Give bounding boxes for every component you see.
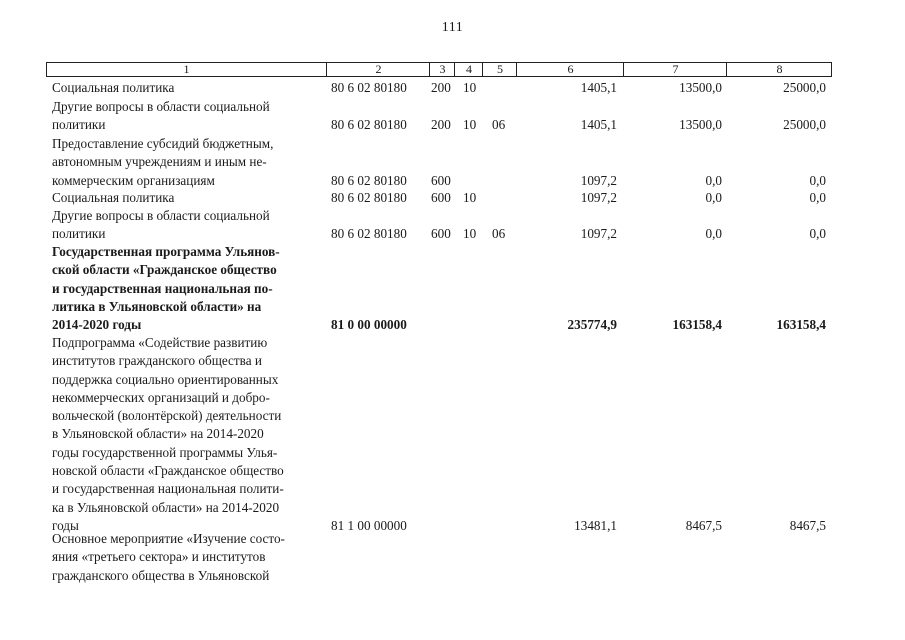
row-subsection: 06 — [492, 117, 506, 133]
row-section: 10 — [463, 80, 477, 95]
row-name-line: Предоставление субсидий бюджетным, — [52, 136, 274, 151]
row-value-col7: 8467,5 — [685, 518, 722, 533]
row-value-col7: 13500,0 — [679, 80, 722, 95]
row-name-line: Социальная политика — [52, 80, 175, 95]
table-header-row — [46, 62, 832, 77]
row-name-line: политики — [52, 226, 106, 242]
row-value-col7: 13500,0 — [679, 117, 722, 133]
row-section: 10 — [463, 226, 477, 242]
row-value-col8: 8467,5 — [789, 518, 826, 533]
row-name — [52, 207, 324, 244]
row-expense-type: 600 — [431, 190, 451, 205]
row-value-col8: 0,0 — [809, 172, 826, 188]
row-value-col8: 25000,0 — [783, 80, 826, 95]
row-name-line: Другие вопросы в области социальной — [52, 208, 270, 223]
row-name-line: и государственная национальная полити- — [52, 481, 284, 497]
row-value-col6: 1097,2 — [580, 226, 617, 242]
row-value-col7: 0,0 — [705, 172, 722, 188]
row-code: 80 6 02 80180 — [331, 117, 407, 133]
row-name-line: Социальная политика — [52, 190, 175, 205]
header-col-2: 2 — [326, 63, 430, 76]
row-name — [52, 98, 324, 135]
row-code: 80 6 02 80180 — [331, 80, 407, 95]
row-expense-type: 200 — [431, 80, 451, 95]
row-code: 80 6 02 80180 — [331, 226, 407, 242]
row-name-line: институтов гражданского общества и — [52, 353, 262, 369]
row-value-col8: 25000,0 — [783, 117, 826, 133]
row-value-col6: 1097,2 — [580, 172, 617, 188]
row-name — [52, 135, 324, 190]
header-col-5: 5 — [482, 63, 517, 76]
row-name-line: литика в Ульяновской области» на — [52, 298, 262, 314]
header-col-7: 7 — [623, 63, 727, 76]
row-value-col6: 1097,2 — [580, 190, 617, 205]
row-name — [52, 334, 324, 535]
row-name-line: в Ульяновской области» на 2014-2020 — [52, 426, 264, 442]
row-name — [52, 243, 324, 334]
header-col-6: 6 — [516, 63, 624, 76]
row-name — [52, 189, 324, 207]
row-code: 80 6 02 80180 — [331, 190, 407, 205]
header-col-3: 3 — [429, 63, 455, 76]
row-section: 10 — [463, 190, 477, 205]
row-name-line: вольческой (волонтёрской) деятельности — [52, 408, 282, 424]
row-name-line: некоммерческих организаций и добро- — [52, 389, 270, 405]
row-code: 81 1 00 00000 — [331, 518, 407, 533]
row-name-line: Другие вопросы в области социальной — [52, 99, 270, 114]
row-code: 80 6 02 80180 — [331, 172, 407, 188]
header-col-1: 1 — [183, 62, 190, 76]
row-value-col6: 13481,1 — [574, 518, 617, 533]
row-subsection: 06 — [492, 226, 506, 242]
row-expense-type: 600 — [431, 226, 451, 242]
row-expense-type: 600 — [431, 172, 451, 188]
header-col-4: 4 — [454, 63, 483, 76]
row-name-line: политики — [52, 117, 106, 133]
row-value-col7: 163158,4 — [672, 317, 722, 333]
row-value-col6: 235774,9 — [567, 317, 617, 333]
row-section: 10 — [463, 117, 477, 133]
header-col-8: 8 — [726, 63, 832, 76]
page-number: 111 — [441, 20, 464, 35]
row-name-line: 2014-2020 годы — [52, 317, 142, 333]
row-name — [52, 79, 324, 97]
row-name — [52, 530, 324, 585]
row-name-line: Основное мероприятие «Изучение состо- — [52, 531, 285, 546]
row-name-line: новской области «Гражданское общество — [52, 463, 284, 479]
row-name-line: Подпрограмма «Содействие развитию — [52, 335, 268, 350]
row-expense-type: 200 — [431, 117, 451, 133]
row-code: 81 0 00 00000 — [331, 317, 407, 333]
row-value-col6: 1405,1 — [580, 80, 617, 95]
row-name-line: ка в Ульяновской области» на 2014-2020 — [52, 499, 280, 515]
row-name-line: коммерческим организациям — [52, 172, 215, 188]
row-name-line: и государственная национальная по- — [52, 280, 273, 296]
row-value-col6: 1405,1 — [580, 117, 617, 133]
row-value-col8: 0,0 — [809, 226, 826, 242]
row-name-line: годы — [52, 517, 79, 533]
row-value-col7: 0,0 — [705, 226, 722, 242]
row-value-col8: 0,0 — [809, 190, 826, 205]
row-value-col8: 163158,4 — [776, 317, 826, 333]
row-name-line: гражданского общества в Ульяновской — [52, 567, 270, 583]
row-name-line: поддержка социально ориентированных — [52, 371, 279, 387]
row-name-line: яния «третьего сектора» и институтов — [52, 549, 266, 565]
row-name-line: автономным учреждениям и иным не- — [52, 154, 267, 170]
row-value-col7: 0,0 — [705, 190, 722, 205]
row-name-line: ской области «Гражданское общество — [52, 262, 277, 278]
row-name-line: годы государственной программы Улья- — [52, 444, 278, 460]
row-name-line: Государственная программа Ульянов- — [52, 244, 280, 259]
